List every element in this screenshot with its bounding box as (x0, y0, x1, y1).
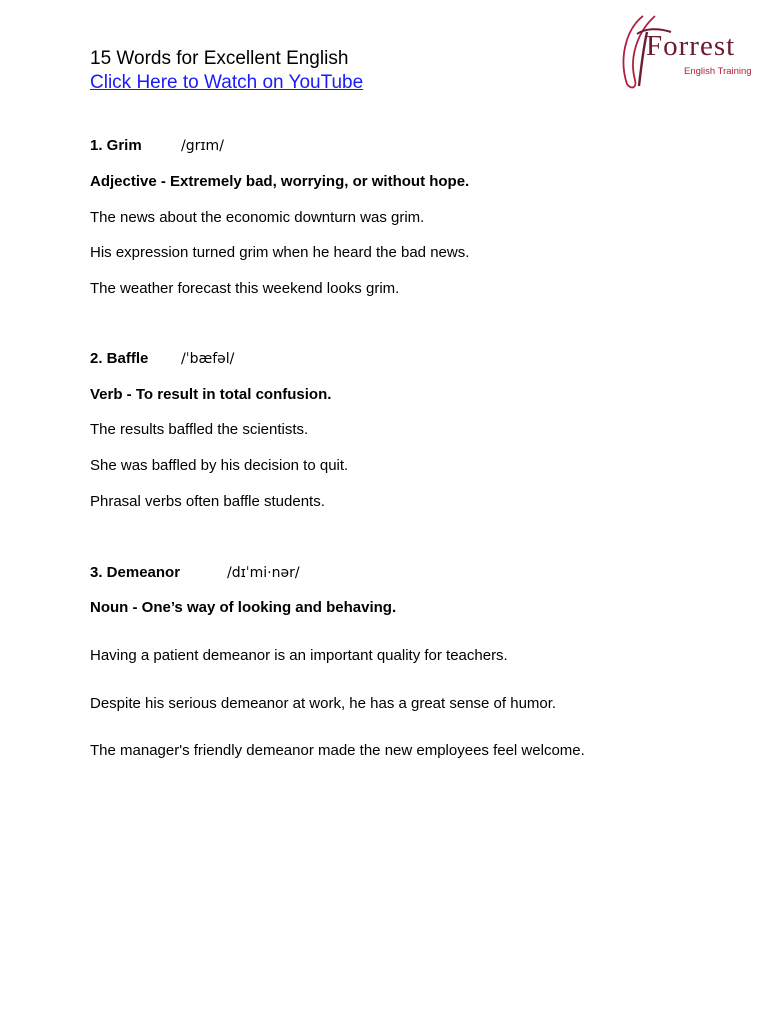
entry-word: 1. Grim (90, 137, 142, 154)
entry-example: His expression turned grim when he heard the bad news. (90, 244, 470, 261)
entry-pronunciation: /grɪm/ (181, 138, 224, 154)
entry-heading (90, 349, 730, 369)
page-header (90, 47, 363, 95)
logo-brand-text: Forrest (646, 30, 736, 62)
entry-heading (90, 136, 730, 156)
entry-example: The results baffled the scientists. (90, 421, 309, 438)
entry-example: The weather forecast this weekend looks grim. (90, 280, 400, 297)
entry-word: 2. Baffle (90, 350, 149, 367)
entry-heading (90, 563, 730, 583)
word-entry (90, 136, 730, 297)
entry-example: Having a patient demeanor is an important quality for teachers. (90, 647, 508, 664)
entry-definition: Adjective - Extremely bad, worrying, or without hope. (90, 173, 470, 190)
entry-example: The manager's friendly demeanor made the new employees feel welcome. (90, 742, 585, 759)
entry-definition: Verb - To result in total confusion. (90, 386, 332, 403)
entry-definition: Noun - One’s way of looking and behaving. (90, 599, 397, 616)
entry-example: She was baffled by his decision to quit. (90, 457, 349, 474)
forrest-logo (615, 10, 760, 92)
entry-word: 3. Demeanor (90, 564, 181, 581)
entry-example: Despite his serious demeanor at work, he has a great sense of humor. (90, 695, 557, 712)
word-entry (90, 563, 730, 759)
youtube-link[interactable]: Click Here to Watch on YouTube (90, 72, 364, 93)
entry-pronunciation: /ˈbæfəl/ (181, 351, 235, 367)
logo-tagline: English Training (684, 66, 752, 77)
entry-example: Phrasal verbs often baffle students. (90, 493, 325, 510)
word-entry (90, 349, 730, 510)
document-title: 15 Words for Excellent English (90, 48, 349, 69)
entry-example: The news about the economic downturn was grim. (90, 209, 425, 226)
entry-pronunciation: /dɪˈmi·nər/ (227, 565, 300, 581)
